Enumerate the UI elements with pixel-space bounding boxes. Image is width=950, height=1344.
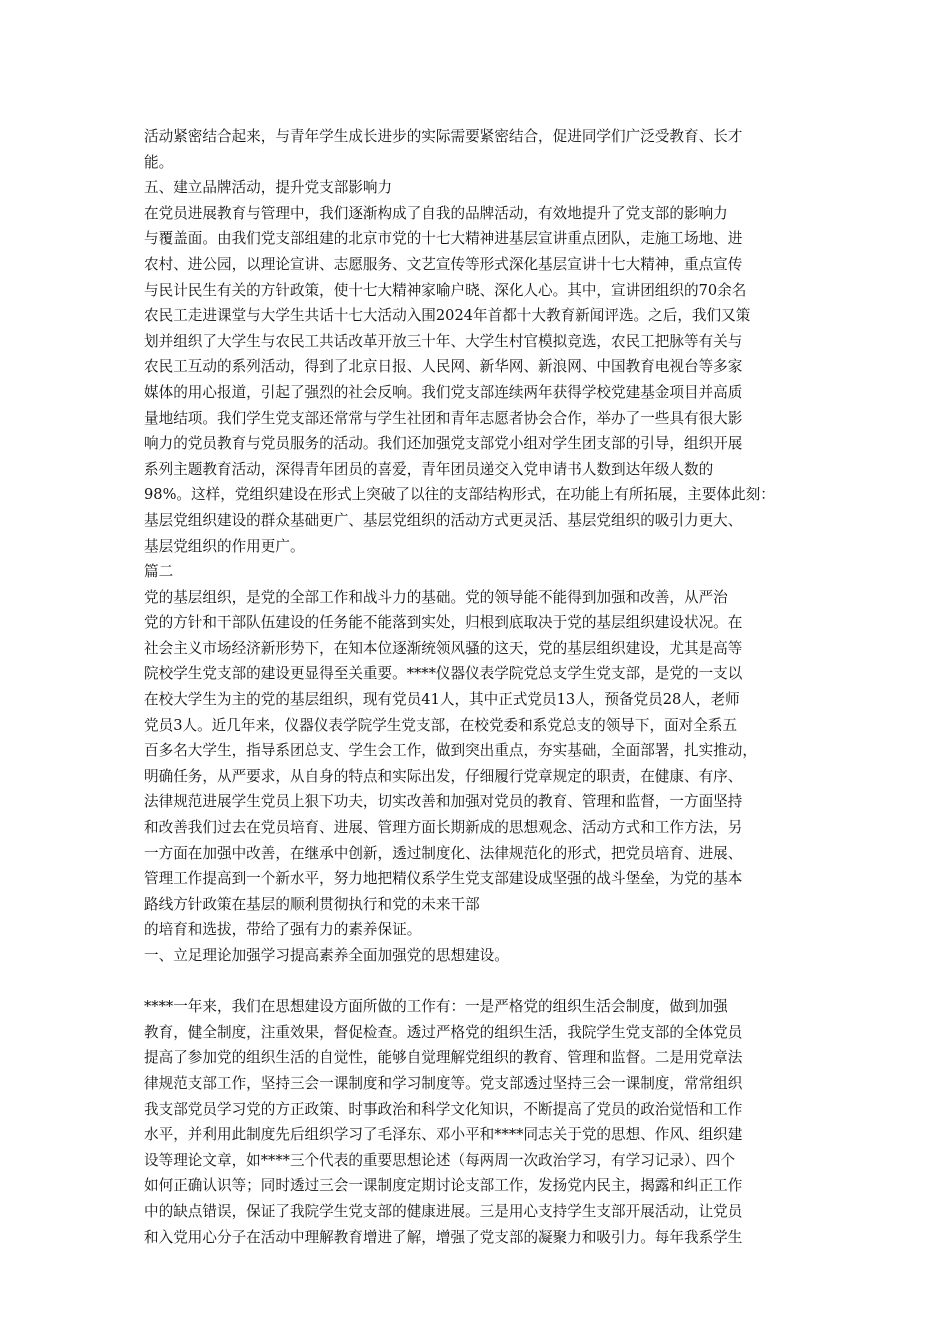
text-line: 管理工作提高到一个新水平，努力地把精仪系学生党支部建设成坚强的战斗堡垒，为党的基本	[144, 870, 743, 888]
text-line: 基层党组织建设的群众基础更广、基层党组织的活动方式更灵活、基层党组织的吸引力更大、	[144, 511, 743, 529]
text-line: 法律规范进展学生党员上狠下功夫，切实改善和加强对党员的教育、管理和监督，一方面坚持	[144, 793, 743, 811]
text-line: 党的基层组织，是党的全部工作和战斗力的基础。党的领导能不能得到加强和改善，从严治	[144, 588, 728, 606]
text-line: 如何正确认识等；同时透过三会一课制度定期讨论支部工作，发扬党内民主，揭露和纠正工作	[144, 1177, 743, 1195]
text-line: 能。	[144, 153, 174, 171]
text-line: 路线方针政策在基层的顺利贯彻执行和党的未来干部	[144, 895, 480, 913]
text-line: 98%。这样，党组织建设在形式上突破了以往的支部结构形式，在功能上有所拓展，主要体此刻：	[144, 486, 775, 504]
text-line: 一、立足理论加强学习提高素养全面加强党的思想建设。	[144, 947, 509, 964]
text-line: 明确任务，从严要求，从自身的特点和实际出发，仔细履行党章规定的职责，在健康、有序、	[144, 767, 743, 785]
text-line: 与覆盖面。由我们党支部组建的北京市党的十七大精神进基层宣讲重点团队，走施工场地、进	[144, 230, 743, 248]
text-line: 和改善我们过去在党员培育、进展、管理方面长期新成的思想观念、活动方式和工作方法，另	[144, 819, 743, 837]
text-line: 社会主义市场经济新形势下，在知本位逐渐统领风骚的这天，党的基层组织建设，尤其是高等	[144, 639, 743, 657]
text-line: 设等理论文章，如****三个代表的重要思想论述（每两周一次政治学习，有学习记录）、四个	[144, 1151, 736, 1169]
text-line: 农民工走进课堂与大学生共话十七大活动入围2024年首都十大教育新闻评选。之后，我们又策	[144, 307, 751, 325]
text-line: 我支部党员学习党的方正政策、时事政治和科学文化知识，不断提高了党员的政治觉悟和工作	[144, 1100, 743, 1118]
text-line: 一方面在加强中改善，在继承中创新，透过制度化、法律规范化的形式，把党员培育、进展、	[144, 844, 743, 862]
text-line: 与民计民生有关的方针政策，使十七大精神家喻户晓、深化人心。其中，宣讲团组织的70余名	[144, 281, 747, 299]
text-line: 和入党用心分子在活动中理解教育增进了解，增强了党支部的凝聚力和吸引力。每年我系学生	[144, 1228, 743, 1246]
text-line: 在校大学生为主的党的基层组织，现有党员41人，其中正式党员13人，预备党员28人，老师	[144, 691, 740, 709]
text-line: 五、建立品牌活动，提升党支部影响力	[144, 179, 393, 197]
text-line: 提高了参加党的组织生活的自觉性，能够自觉理解党组织的教育、管理和监督。二是用党章法	[144, 1049, 743, 1067]
text-line: 活动紧密结合起来，与青年学生成长进步的实际需要紧密结合，促进同学们广泛受教育、长才	[144, 128, 743, 145]
text-line: 农村、进公园，以理论宣讲、志愿服务、文艺宣传等形式深化基层宣讲十七大精神，重点宣传	[144, 255, 743, 273]
text-line: 篇二	[144, 563, 174, 581]
text-line: 院校学生党支部的建设更显得至关重要。****仪器仪表学院党总支学生党支部，是党的一支以	[144, 665, 743, 683]
text-line: 系列主题教育活动，深得青年团员的喜爱，青年团员递交入党申请书人数到达年级人数的	[144, 460, 714, 478]
text-line: 农民工互动的系列活动，得到了北京日报、人民网、新华网、新浪网、中国教育电视台等多家	[144, 358, 743, 376]
text-line: 量地结项。我们学生党支部还常常与学生社团和青年志愿者协会合作，举办了一些具有很大影	[144, 409, 743, 427]
blank-line	[144, 969, 816, 995]
text-line: ****一年来，我们在思想建设方面所做的工作有：一是严格党的组织生活会制度，做到加强	[144, 998, 728, 1016]
text-line: 律规范支部工作，坚持三会一课制度和学习制度等。党支部透过坚持三会一课制度，常常组织	[144, 1074, 743, 1092]
text-line: 党的方针和干部队伍建设的任务能不能落到实处，归根到底取决于党的基层组织建设状况。在	[144, 614, 743, 632]
text-line: 的培育和选拔，带给了强有力的素养保证。	[144, 921, 422, 939]
text-line: 水平，并利用此制度先后组织学习了毛泽东、邓小平和****同志关于党的思想、作风、组织建	[144, 1126, 743, 1144]
text-line: 中的缺点错误，保证了我院学生党支部的健康进展。三是用心支持学生支部开展活动，让党员	[144, 1202, 743, 1220]
text-line: 划并组织了大学生与农民工共话改革开放三十年、大学生村官模拟竞选，农民工把脉等有关与	[144, 332, 743, 350]
text-line: 在党员进展教育与管理中，我们逐渐构成了自我的品牌活动，有效地提升了党支部的影响力	[144, 204, 728, 222]
text-line: 基层党组织的作用更广。	[144, 537, 305, 555]
text-line: 响力的党员教育与党员服务的活动。我们还加强党支部党小组对学生团支部的引导，组织开展	[144, 435, 743, 453]
text-line: 教育，健全制度，注重效果，督促检查。透过严格党的组织生活，我院学生党支部的全体党员	[144, 1023, 743, 1041]
document-body	[144, 124, 816, 1250]
text-line: 百多名大学生，指导系团总支、学生会工作，做到突出重点，夯实基础，全面部署，扎实推动，	[144, 742, 757, 760]
text-line: 媒体的用心报道，引起了强烈的社会反响。我们党支部连续两年获得学校党建基金项目并高质	[144, 383, 743, 401]
text-line: 党员3人。近几年来，仪器仪表学院学生党支部，在校党委和系党总支的领导下，面对全系五	[144, 716, 738, 734]
